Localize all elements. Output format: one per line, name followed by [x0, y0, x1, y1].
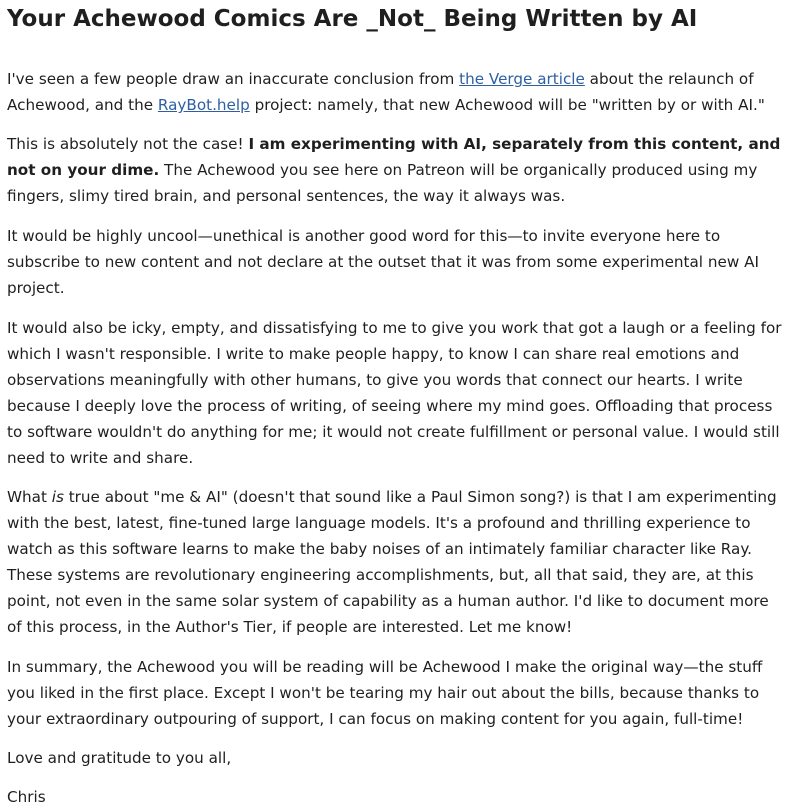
paragraph-5 — [7, 484, 783, 640]
paragraph-1 — [7, 66, 783, 118]
paragraph-5-intro: What — [7, 488, 52, 506]
paragraph-1-middle: about the relaunch of Achewood, and the — [7, 70, 754, 114]
paragraph-2-intro: This is absolutely not the case! — [7, 135, 249, 153]
closing-line: Love and gratitude to you all, — [7, 749, 232, 767]
paragraph-2 — [7, 131, 783, 209]
raybot-help-link[interactable]: RayBot.help — [157, 96, 250, 114]
paragraph-1-intro: I've seen a few people draw an inaccurate conclusion from — [7, 70, 460, 88]
verge-article-link[interactable]: the Verge article — [459, 70, 585, 88]
paragraph-3: It would be highly uncool—unethical is another good word for this—to invite everyone here to subscribe to new content and not declare at the outset that it was from some experimental new AI project. — [7, 227, 759, 297]
signature: Chris — [7, 788, 46, 806]
paragraph-2-bold-statement: I am experimenting with AI, separately from this content, and not on your dime. — [7, 135, 781, 179]
paragraph-2-end: The Achewood you see here on Patreon will be organically produced using my fingers, slimy tired brain, and personal sentences, the way it always was. — [7, 161, 758, 205]
paragraph-5-body: true about "me & AI" (doesn't that sound like a Paul Simon song?) is that I am experimenting with the best, latest, fine-tuned large language models. It's a profound and thrilling experience to watch as this software learns to make the baby noises of an intimately familiar character like Ray. These systems are revolutionary engineering accomplishments, but, all that said, they are, at this point, not even in the same solar system of capability as a human author. I'd like to document more of this process, in the Author's Tier, if people are interested. Let me know! — [7, 488, 777, 636]
article-title: Your Achewood Comics Are _Not_ Being Written by AI — [7, 6, 698, 32]
paragraph-6: In summary, the Achewood you will be reading will be Achewood I make the original way—the stuff you liked in the first place. Except I won't be tearing my hair out about the bills, because thanks to your extraordinary outpouring of support, I can focus on making content for you again, full-time! — [7, 658, 763, 728]
paragraph-5-emphasis: is — [51, 488, 64, 506]
paragraph-1-end: project: namely, that new Achewood will be "written by or with AI." — [249, 96, 765, 114]
paragraph-4: It would also be icky, empty, and dissatisfying to me to give you work that got a laugh or a feeling for which I wasn't responsible. I write to make people happy, to know I can share real emotions and observations meaningfully with other humans, to give you words that connect our hearts. I write because I deeply love the process of writing, of seeing where my mind goes. Offloading that process to software wouldn't do anything for me; it would not create fulfillment or personal value. I would still need to write and share. — [7, 319, 782, 467]
